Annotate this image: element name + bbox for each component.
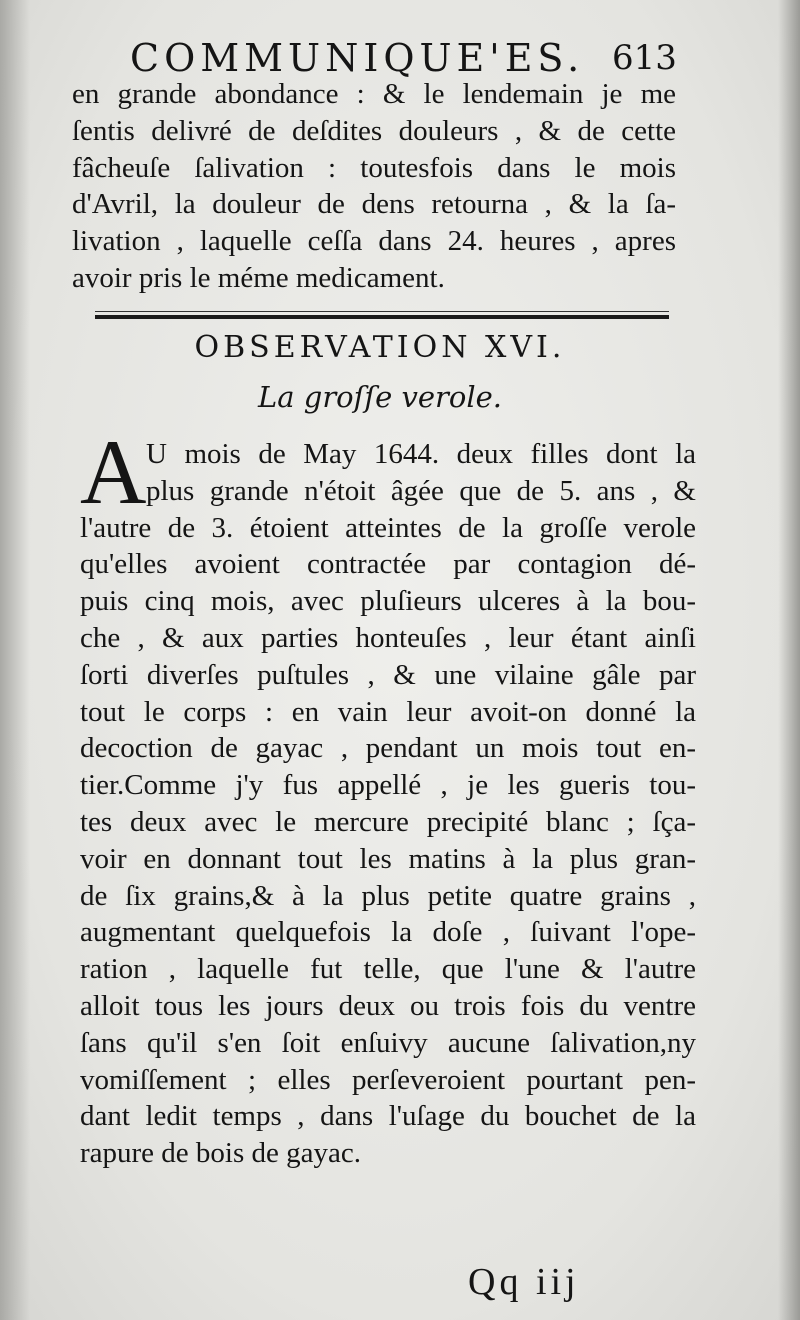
- observation-body: [80, 436, 696, 1172]
- text-line: ſans qu'il s'en ſoit enſuivy aucune ſalivation,ny: [80, 1026, 696, 1059]
- divider-thin-rule: [95, 311, 669, 312]
- text-line: tes deux avec le mercure precipité blanc ; ſça-: [80, 805, 696, 838]
- text-line: dant ledit temps , dans l'uſage du bouchet de la: [80, 1100, 696, 1133]
- page-number: 613: [612, 38, 677, 78]
- text-line: tout le corps : en vain leur avoit-on donné la: [80, 695, 696, 728]
- text-line: tier.Comme j'y fus appellé , je les gueris tou-: [80, 769, 696, 802]
- text-line: en grande abondance : & le lendemain je me: [72, 78, 676, 110]
- text-line: ration , laquelle fut telle, que l'une & l'autre: [80, 953, 696, 986]
- continued-paragraph: [72, 76, 676, 297]
- text-line: augmentant quelquefois la doſe , ſuivant l'ope-: [80, 916, 696, 949]
- text-line: rapure de bois de gayac.: [80, 1137, 362, 1170]
- observation-heading: OBSERVATION XVI.: [194, 330, 566, 365]
- text-line: d'Avril, la douleur de dens retourna , & la ſa-: [72, 188, 676, 221]
- text-line: puis cinq mois, avec pluſieurs ulceres à la bou-: [80, 585, 696, 618]
- text-line: livation , laquelle ceſſa dans 24. heures , apres: [72, 225, 676, 258]
- text-line: plus grande n'étoit âgée que de 5. ans , &: [146, 474, 696, 507]
- text-line: qu'elles avoient contractée par contagion dé-: [80, 548, 696, 581]
- drop-cap: A: [80, 421, 147, 523]
- signature-mark: Qq iij: [468, 1261, 580, 1303]
- text-line: de ſix grains,& à la plus petite quatre grains ,: [80, 879, 696, 912]
- page-shadow-left: [0, 0, 30, 1320]
- text-line: ſentis delivré de deſdites douleurs , & de cette: [72, 114, 676, 147]
- divider-thick-rule: [95, 315, 669, 319]
- text-line: alloit tous les jours deux ou trois fois du ventre: [80, 989, 696, 1022]
- text-line: l'autre de 3. étoient atteintes de la groſſe verole: [80, 511, 696, 544]
- text-line: vomiſſement ; elles perſeveroient pourtant pen-: [80, 1063, 696, 1096]
- text-line: decoction de gayac , pendant un mois tout en-: [80, 732, 696, 765]
- text-line: avoir pris le méme medicament.: [72, 261, 445, 294]
- text-line: che , & aux parties honteuſes , leur étant ainſi: [80, 621, 696, 654]
- section-divider: [95, 311, 669, 321]
- text-line: U mois de May 1644. deux filles dont la: [146, 438, 696, 470]
- observation-subtitle: La groſſe verole.: [257, 380, 503, 414]
- text-line: ſorti diverſes puſtules , & une vilaine gâle par: [80, 658, 696, 691]
- text-line: fâcheuſe ſalivation : toutesfois dans le mois: [72, 151, 676, 184]
- text-line: voir en donnant tout les matins à la plus gran-: [80, 842, 696, 875]
- page-shadow-right: [778, 0, 800, 1320]
- running-title: COMMUNIQUE'ES.: [130, 36, 585, 80]
